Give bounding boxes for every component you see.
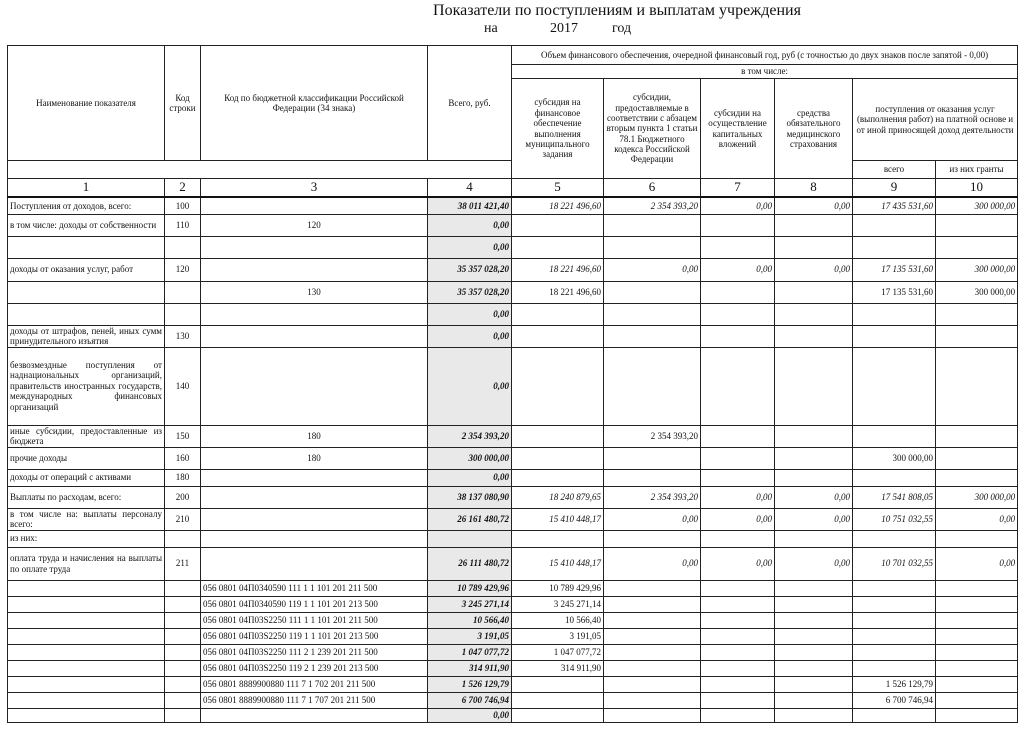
header-volume: Объем финансового обеспечения, очередной финансовый год, руб (с точностью до двух знаков после запятой - 0,00) (512, 46, 1018, 65)
cell-c8 (775, 580, 853, 596)
table-row (8, 447, 1018, 469)
cell-kbk (201, 547, 428, 580)
cell-total: 3 245 271,14 (428, 596, 512, 612)
cell-kbk (201, 347, 428, 425)
cell-total: 38 011 421,40 (428, 197, 512, 214)
cell-c9 (853, 596, 936, 612)
column-number: 3 (201, 179, 428, 198)
cell-c5 (512, 236, 604, 258)
cell-c10 (936, 303, 1018, 325)
cell-c8 (775, 425, 853, 447)
cell-kbk: 056 0801 04П0340590 119 1 1 101 201 213 500 (201, 596, 428, 612)
cell-total: 35 357 028,20 (428, 258, 512, 281)
cell-c6 (604, 644, 701, 660)
cell-kbk (201, 258, 428, 281)
table-row (8, 530, 1018, 547)
table-row (8, 325, 1018, 347)
cell-c10 (936, 469, 1018, 486)
cell-code: 120 (165, 258, 201, 281)
cell-total: 0,00 (428, 303, 512, 325)
cell-c6 (604, 469, 701, 486)
cell-c9: 1 526 129,79 (853, 676, 936, 692)
cell-name (8, 303, 165, 325)
cell-c7 (701, 425, 775, 447)
cell-c10 (936, 708, 1018, 722)
table-row (8, 281, 1018, 303)
cell-name: Выплаты по расходам, всего: (8, 486, 165, 508)
cell-code (165, 303, 201, 325)
column-number: 8 (775, 179, 853, 198)
cell-name (8, 580, 165, 596)
cell-c8 (775, 628, 853, 644)
cell-c8 (775, 530, 853, 547)
cell-c10 (936, 596, 1018, 612)
cell-c7: 0,00 (701, 547, 775, 580)
cell-kbk (201, 708, 428, 722)
cell-c10 (936, 236, 1018, 258)
cell-name (8, 596, 165, 612)
cell-c7 (701, 644, 775, 660)
cell-c10 (936, 214, 1018, 236)
column-number: 2 (165, 179, 201, 198)
cell-c7: 0,00 (701, 486, 775, 508)
table-row (8, 236, 1018, 258)
cell-c7 (701, 580, 775, 596)
cell-total: 1 526 129,79 (428, 676, 512, 692)
table-row (8, 628, 1018, 644)
cell-name: из них: (8, 530, 165, 547)
cell-code: 210 (165, 508, 201, 530)
cell-c6 (604, 596, 701, 612)
cell-code (165, 530, 201, 547)
table-row (8, 469, 1018, 486)
cell-c7 (701, 596, 775, 612)
cell-c5: 15 410 448,17 (512, 508, 604, 530)
cell-c10: 300 000,00 (936, 281, 1018, 303)
cell-c8: 0,00 (775, 486, 853, 508)
cell-c10 (936, 628, 1018, 644)
cell-code (165, 281, 201, 303)
cell-c7 (701, 692, 775, 708)
header-name: Наименование показателя (8, 46, 165, 161)
header-code: Код строки (165, 46, 201, 161)
cell-name: безвозмездные поступления от наднациональных организаций, правительств иностранных государств, международных финансовых организаций (8, 347, 165, 425)
cell-name (8, 708, 165, 722)
cell-total: 10 566,40 (428, 612, 512, 628)
cell-c7: 0,00 (701, 508, 775, 530)
cell-kbk (201, 236, 428, 258)
cell-total: 0,00 (428, 347, 512, 425)
cell-c8 (775, 469, 853, 486)
cell-c5 (512, 303, 604, 325)
cell-c10 (936, 692, 1018, 708)
cell-c7 (701, 530, 775, 547)
cell-total: 0,00 (428, 214, 512, 236)
cell-c5 (512, 425, 604, 447)
cell-c9 (853, 628, 936, 644)
cell-name: в том числе: доходы от собственности (8, 214, 165, 236)
cell-c5 (512, 692, 604, 708)
cell-c8 (775, 612, 853, 628)
cell-c8: 0,00 (775, 508, 853, 530)
cell-code (165, 708, 201, 722)
cell-code (165, 580, 201, 596)
cell-name: доходы от штрафов, пеней, иных сумм принудительного изъятия (8, 325, 165, 347)
cell-name: доходы от оказания услуг, работ (8, 258, 165, 281)
header-c9: поступления от оказания услуг (выполнения работ) на платной основе и от иной приносящей доход деятельности (853, 79, 1018, 161)
cell-c5: 18 221 496,60 (512, 258, 604, 281)
cell-kbk: 056 0801 04П03S2250 119 2 1 239 201 213 500 (201, 660, 428, 676)
cell-name (8, 281, 165, 303)
cell-c7 (701, 628, 775, 644)
cell-c9 (853, 425, 936, 447)
cell-c10 (936, 347, 1018, 425)
cell-c6 (604, 303, 701, 325)
header-c9a: всего (853, 161, 936, 179)
cell-c5: 18 221 496,60 (512, 281, 604, 303)
cell-total: 26 161 480,72 (428, 508, 512, 530)
cell-c10: 0,00 (936, 547, 1018, 580)
cell-c10 (936, 580, 1018, 596)
cell-c5 (512, 708, 604, 722)
cell-c8 (775, 281, 853, 303)
cell-c8 (775, 303, 853, 325)
cell-kbk (201, 197, 428, 214)
cell-c5: 10 566,40 (512, 612, 604, 628)
cell-c5 (512, 325, 604, 347)
cell-c6 (604, 281, 701, 303)
cell-c9: 17 435 531,60 (853, 197, 936, 214)
cell-name (8, 236, 165, 258)
cell-c6 (604, 628, 701, 644)
cell-c7 (701, 325, 775, 347)
cell-c9 (853, 347, 936, 425)
cell-name: доходы от операций с активами (8, 469, 165, 486)
table-row (8, 425, 1018, 447)
table-row (8, 692, 1018, 708)
cell-c7 (701, 708, 775, 722)
column-number: 9 (853, 179, 936, 198)
cell-c5 (512, 530, 604, 547)
cell-c7 (701, 236, 775, 258)
cell-c6: 2 354 393,20 (604, 486, 701, 508)
finance-table (7, 45, 1018, 723)
header-c6: субсидии, предоставляемые в соответствии с абзацем вторым пункта 1 статьи 78.1 Бюджетного кодекса Российской Федерации (604, 79, 701, 179)
column-number: 1 (8, 179, 165, 198)
subtitle-prefix: на (484, 21, 498, 36)
cell-c5: 18 240 879,65 (512, 486, 604, 508)
cell-name (8, 676, 165, 692)
cell-c8 (775, 676, 853, 692)
cell-name: Поступления от доходов, всего: (8, 197, 165, 214)
cell-code (165, 692, 201, 708)
cell-total: 0,00 (428, 236, 512, 258)
cell-code: 211 (165, 547, 201, 580)
cell-c10 (936, 660, 1018, 676)
table-row (8, 197, 1018, 214)
cell-c6 (604, 692, 701, 708)
table-row (8, 486, 1018, 508)
cell-name: оплата труда и начисления на выплаты по оплате труда (8, 547, 165, 580)
cell-c7 (701, 281, 775, 303)
cell-total: 300 000,00 (428, 447, 512, 469)
cell-kbk: 180 (201, 425, 428, 447)
cell-c6: 0,00 (604, 547, 701, 580)
cell-c5: 3 191,05 (512, 628, 604, 644)
cell-name (8, 612, 165, 628)
header-kbk: Код по бюджетной классификации Российской Федерации (34 знака) (201, 46, 428, 161)
cell-code: 150 (165, 425, 201, 447)
cell-c8: 0,00 (775, 197, 853, 214)
cell-c8: 0,00 (775, 547, 853, 580)
cell-code (165, 644, 201, 660)
cell-total: 3 191,05 (428, 628, 512, 644)
cell-c6 (604, 530, 701, 547)
cell-c6 (604, 325, 701, 347)
cell-c5 (512, 347, 604, 425)
cell-name: в том числе на: выплаты персоналу всего: (8, 508, 165, 530)
cell-c6 (604, 447, 701, 469)
cell-c6 (604, 660, 701, 676)
table-row (8, 644, 1018, 660)
cell-c5 (512, 676, 604, 692)
cell-c6: 0,00 (604, 258, 701, 281)
cell-c9 (853, 530, 936, 547)
cell-c9 (853, 660, 936, 676)
cell-name: прочие доходы (8, 447, 165, 469)
column-number: 6 (604, 179, 701, 198)
table-row (8, 580, 1018, 596)
cell-c9: 300 000,00 (853, 447, 936, 469)
cell-code: 110 (165, 214, 201, 236)
cell-name (8, 692, 165, 708)
cell-c5: 3 245 271,14 (512, 596, 604, 612)
cell-c9 (853, 612, 936, 628)
cell-c6 (604, 612, 701, 628)
cell-total: 38 137 080,90 (428, 486, 512, 508)
cell-kbk (201, 469, 428, 486)
cell-c10: 0,00 (936, 508, 1018, 530)
cell-c9: 17 135 531,60 (853, 258, 936, 281)
cell-c9 (853, 303, 936, 325)
header-c8: средства обязательного медицинского страхования (775, 79, 853, 179)
cell-c6: 2 354 393,20 (604, 425, 701, 447)
table-row (8, 508, 1018, 530)
cell-name: иные субсидии, предоставленные из бюджета (8, 425, 165, 447)
column-number: 4 (428, 179, 512, 198)
table-row (8, 612, 1018, 628)
cell-c6 (604, 347, 701, 425)
cell-c8 (775, 692, 853, 708)
table-row (8, 676, 1018, 692)
cell-c8 (775, 708, 853, 722)
cell-total: 6 700 746,94 (428, 692, 512, 708)
cell-c7 (701, 676, 775, 692)
cell-total: 35 357 028,20 (428, 281, 512, 303)
cell-kbk (201, 303, 428, 325)
cell-c7 (701, 660, 775, 676)
page-title: Показатели по поступлениям и выплатам учреждения (433, 2, 801, 19)
cell-kbk: 130 (201, 281, 428, 303)
cell-c7 (701, 469, 775, 486)
table-row (8, 547, 1018, 580)
header-c9b: из них гранты (936, 161, 1018, 179)
cell-c10: 300 000,00 (936, 486, 1018, 508)
cell-name (8, 660, 165, 676)
cell-c9: 17 135 531,60 (853, 281, 936, 303)
cell-code: 180 (165, 469, 201, 486)
cell-code (165, 236, 201, 258)
cell-c8: 0,00 (775, 258, 853, 281)
cell-c5 (512, 447, 604, 469)
cell-c6 (604, 580, 701, 596)
cell-c6 (604, 214, 701, 236)
cell-c8 (775, 347, 853, 425)
cell-kbk: 056 0801 8889900880 111 7 1 702 201 211 500 (201, 676, 428, 692)
cell-c9 (853, 469, 936, 486)
header-incl: в том числе: (512, 65, 1018, 79)
cell-c10 (936, 425, 1018, 447)
cell-c7: 0,00 (701, 258, 775, 281)
cell-total: 1 047 077,72 (428, 644, 512, 660)
table-row (8, 660, 1018, 676)
subtitle-suffix: год (612, 21, 632, 36)
cell-c7 (701, 303, 775, 325)
header-c7: субсидии на осуществление капитальных вложений (701, 79, 775, 179)
cell-code: 140 (165, 347, 201, 425)
cell-kbk: 056 0801 8889900880 111 7 1 707 201 211 500 (201, 692, 428, 708)
table-row (8, 258, 1018, 281)
table-row (8, 347, 1018, 425)
cell-code (165, 612, 201, 628)
cell-c8 (775, 236, 853, 258)
cell-c8 (775, 325, 853, 347)
cell-total: 26 111 480,72 (428, 547, 512, 580)
cell-code (165, 628, 201, 644)
cell-kbk: 180 (201, 447, 428, 469)
cell-total: 0,00 (428, 708, 512, 722)
cell-kbk: 056 0801 04П03S2250 119 1 1 101 201 213 500 (201, 628, 428, 644)
cell-c10 (936, 325, 1018, 347)
cell-c8 (775, 447, 853, 469)
cell-c10: 300 000,00 (936, 197, 1018, 214)
cell-c7 (701, 447, 775, 469)
cell-c9 (853, 236, 936, 258)
cell-c9 (853, 708, 936, 722)
cell-c5 (512, 214, 604, 236)
cell-code: 130 (165, 325, 201, 347)
cell-c9 (853, 580, 936, 596)
cell-c10 (936, 530, 1018, 547)
cell-c10: 300 000,00 (936, 258, 1018, 281)
cell-c10 (936, 612, 1018, 628)
cell-total: 314 911,90 (428, 660, 512, 676)
table-row (8, 596, 1018, 612)
cell-c6 (604, 708, 701, 722)
cell-kbk: 120 (201, 214, 428, 236)
cell-kbk (201, 530, 428, 547)
cell-c9: 6 700 746,94 (853, 692, 936, 708)
cell-total (428, 530, 512, 547)
cell-c6 (604, 236, 701, 258)
cell-c9: 10 701 032,55 (853, 547, 936, 580)
header-c5: субсидия на финансовое обеспечение выполнения муниципального задания (512, 79, 604, 179)
cell-code (165, 660, 201, 676)
cell-code: 200 (165, 486, 201, 508)
column-number: 7 (701, 179, 775, 198)
cell-c9: 17 541 808,05 (853, 486, 936, 508)
cell-c7 (701, 347, 775, 425)
table-row (8, 303, 1018, 325)
cell-code (165, 596, 201, 612)
cell-kbk: 056 0801 04П03S2250 111 2 1 239 201 211 500 (201, 644, 428, 660)
cell-kbk (201, 325, 428, 347)
cell-code: 100 (165, 197, 201, 214)
cell-total: 10 789 429,96 (428, 580, 512, 596)
cell-c5: 18 221 496,60 (512, 197, 604, 214)
cell-code (165, 676, 201, 692)
cell-c6: 2 354 393,20 (604, 197, 701, 214)
cell-kbk (201, 486, 428, 508)
cell-c10 (936, 447, 1018, 469)
cell-c8 (775, 214, 853, 236)
cell-c8 (775, 596, 853, 612)
cell-c5 (512, 469, 604, 486)
cell-c9 (853, 325, 936, 347)
cell-c7 (701, 214, 775, 236)
cell-kbk: 056 0801 04П03S2250 111 1 1 101 201 211 500 (201, 612, 428, 628)
cell-total: 0,00 (428, 469, 512, 486)
cell-c7: 0,00 (701, 197, 775, 214)
column-number: 10 (936, 179, 1018, 198)
cell-c8 (775, 644, 853, 660)
cell-c5: 15 410 448,17 (512, 547, 604, 580)
cell-c5: 1 047 077,72 (512, 644, 604, 660)
cell-total: 0,00 (428, 325, 512, 347)
cell-kbk: 056 0801 04П0340590 111 1 1 101 201 211 500 (201, 580, 428, 596)
subtitle-year: 2017 (550, 21, 578, 36)
cell-code: 160 (165, 447, 201, 469)
cell-c9 (853, 214, 936, 236)
cell-c10 (936, 644, 1018, 660)
table-row (8, 214, 1018, 236)
cell-c9 (853, 644, 936, 660)
cell-c10 (936, 676, 1018, 692)
cell-c6 (604, 676, 701, 692)
cell-c9: 10 751 032,55 (853, 508, 936, 530)
cell-name (8, 628, 165, 644)
table-row (8, 708, 1018, 722)
cell-c5: 10 789 429,96 (512, 580, 604, 596)
cell-c5: 314 911,90 (512, 660, 604, 676)
cell-c8 (775, 660, 853, 676)
cell-name (8, 644, 165, 660)
column-number: 5 (512, 179, 604, 198)
header-total: Всего, руб. (428, 46, 512, 161)
cell-kbk (201, 508, 428, 530)
cell-c6: 0,00 (604, 508, 701, 530)
cell-total: 2 354 393,20 (428, 425, 512, 447)
cell-c7 (701, 612, 775, 628)
